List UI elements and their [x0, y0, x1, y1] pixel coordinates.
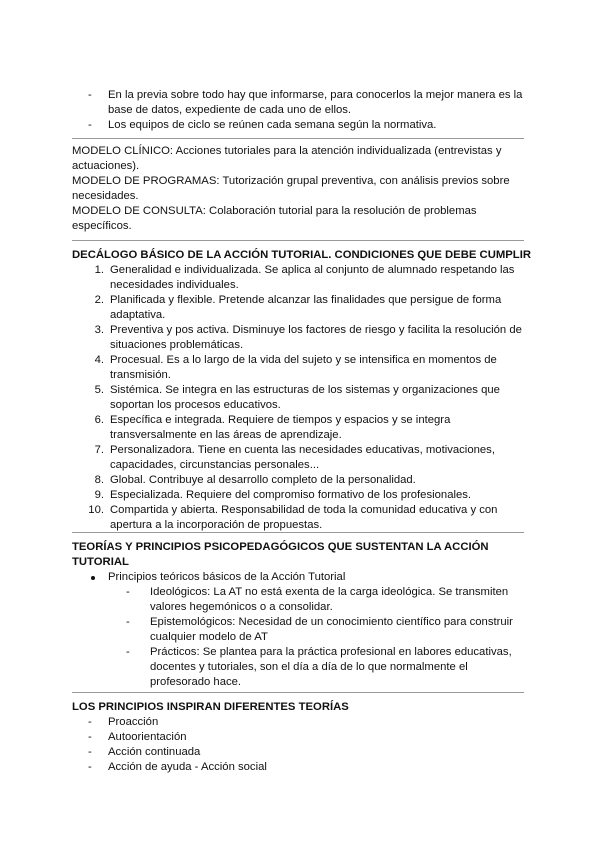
dash-marker: - [88, 89, 92, 101]
model-programas: MODELO DE PROGRAMAS: Tutorización grupal preventiva, con análisis previos sobre necesidades. [72, 175, 510, 202]
model-consulta: MODELO DE CONSULTA: Colaboración tutorial para la resolución de problemas específicos. [72, 205, 477, 232]
bullet-dot [91, 576, 95, 580]
teorias-heading: TEORÍAS Y PRINCIPIOS PSICOPEDAGÓGICOS QUE SUSTENTAN LA ACCIÓN TUTORIAL [72, 541, 489, 568]
list-item: - Proacción [88, 716, 159, 728]
list-item: - Ideológicos: La AT no está exenta de la carga ideológica. Se transmiten valores hegemónicos o a consolidar. [126, 586, 509, 613]
decalogo-heading: DECÁLOGO BÁSICO DE LA ACCIÓN TUTORIAL. CONDICIONES QUE DEBE CUMPLIR [72, 249, 532, 261]
divider [72, 692, 524, 693]
list-item: - Acción de ayuda - Acción social [88, 761, 267, 773]
decalogo-list [84, 263, 524, 533]
list-item: 7. Personalizadora. Tiene en cuenta las necesidades educativas, motivaciones, capacidades, circunstancias personales... [94, 444, 495, 471]
list-item: - En la previa sobre todo hay que informarse, para conocerlos la mejor manera es la base de datos, expediente de cada uno de ellos. [88, 89, 523, 116]
list-item: Principios teóricos básicos de la Acción Tutorial - Ideológicos: La AT no está exenta de la carga ideológica. Se transmiten valores hegemónicos o a consolidar. - Epistemológicos: Necesidad de un conocimiento científico para construir cualquier modelo de AT - Prácticos: Se plantea para la práctica profesional en labores educativas, docentes y tutoriales, son el día a día de lo que normalmente el profesorado hace. [88, 570, 528, 690]
list-item: - Los equipos de ciclo se reúnen cada semana según la normativa. [88, 119, 437, 131]
list-item: 5. Sistémica. Se integra en las estructuras de los sistemas y organizaciones que soportan los procesos educativos. [94, 384, 500, 411]
dash-marker: - [126, 616, 130, 628]
list-item: 10. Compartida y abierta. Responsabilidad de toda la comunidad educativa y con apertura a la incorporación de propuestas. [88, 504, 498, 531]
list-item: 4. Procesual. Es a lo largo de la vida del sujeto y se intensifica en momentos de transmisión. [94, 354, 497, 381]
dash-marker: - [88, 746, 92, 758]
principios-list [88, 715, 528, 775]
list-item: - Prácticos: Se plantea para la práctica profesional en labores educativas, docentes y tutoriales, son el día a día de lo que normalmente el profesorado hace. [126, 646, 512, 688]
teorias-sub-list [108, 585, 528, 690]
principios-heading: LOS PRINCIPIOS INSPIRAN DIFERENTES TEORÍAS [72, 701, 349, 713]
divider [72, 532, 524, 533]
model-clinico: MODELO CLÍNICO: Acciones tutoriales para la atención individualizada (entrevistas y actuaciones). [72, 145, 502, 172]
divider [72, 240, 524, 241]
list-item: 1. Generalidad e individualizada. Se aplica al conjunto de alumnado respetando las necesidades individuales. [94, 264, 515, 291]
list-item: 6. Específica e integrada. Requiere de tiempos y espacios y se integra transversalmente en las áreas de aprendizaje. [94, 414, 451, 441]
models-block [72, 144, 524, 234]
dash-marker: - [88, 761, 92, 773]
list-item: - Autoorientación [88, 731, 187, 743]
list-item: 8. Global. Contribuye al desarrollo completo de la personalidad. [94, 474, 416, 486]
teorias-list [88, 570, 528, 690]
list-item: - Acción continuada [88, 746, 201, 758]
dash-marker: - [126, 586, 130, 598]
list-item: 9. Especializada. Requiere del compromiso formativo de los profesionales. [94, 489, 472, 501]
dash-marker: - [88, 731, 92, 743]
divider [72, 138, 524, 139]
list-item: 3. Preventiva y pos activa. Disminuye los factores de riesgo y facilita la resolución de situaciones problemáticas. [94, 324, 522, 351]
intro-list [88, 88, 528, 133]
dash-marker: - [88, 716, 92, 728]
list-item: - Epistemológicos: Necesidad de un conocimiento científico para construir cualquier modelo de AT [126, 616, 513, 643]
list-item: 2. Planificada y flexible. Pretende alcanzar las finalidades que persigue de forma adaptativa. [94, 294, 502, 321]
dash-marker: - [88, 119, 92, 131]
dash-marker: - [126, 646, 130, 658]
